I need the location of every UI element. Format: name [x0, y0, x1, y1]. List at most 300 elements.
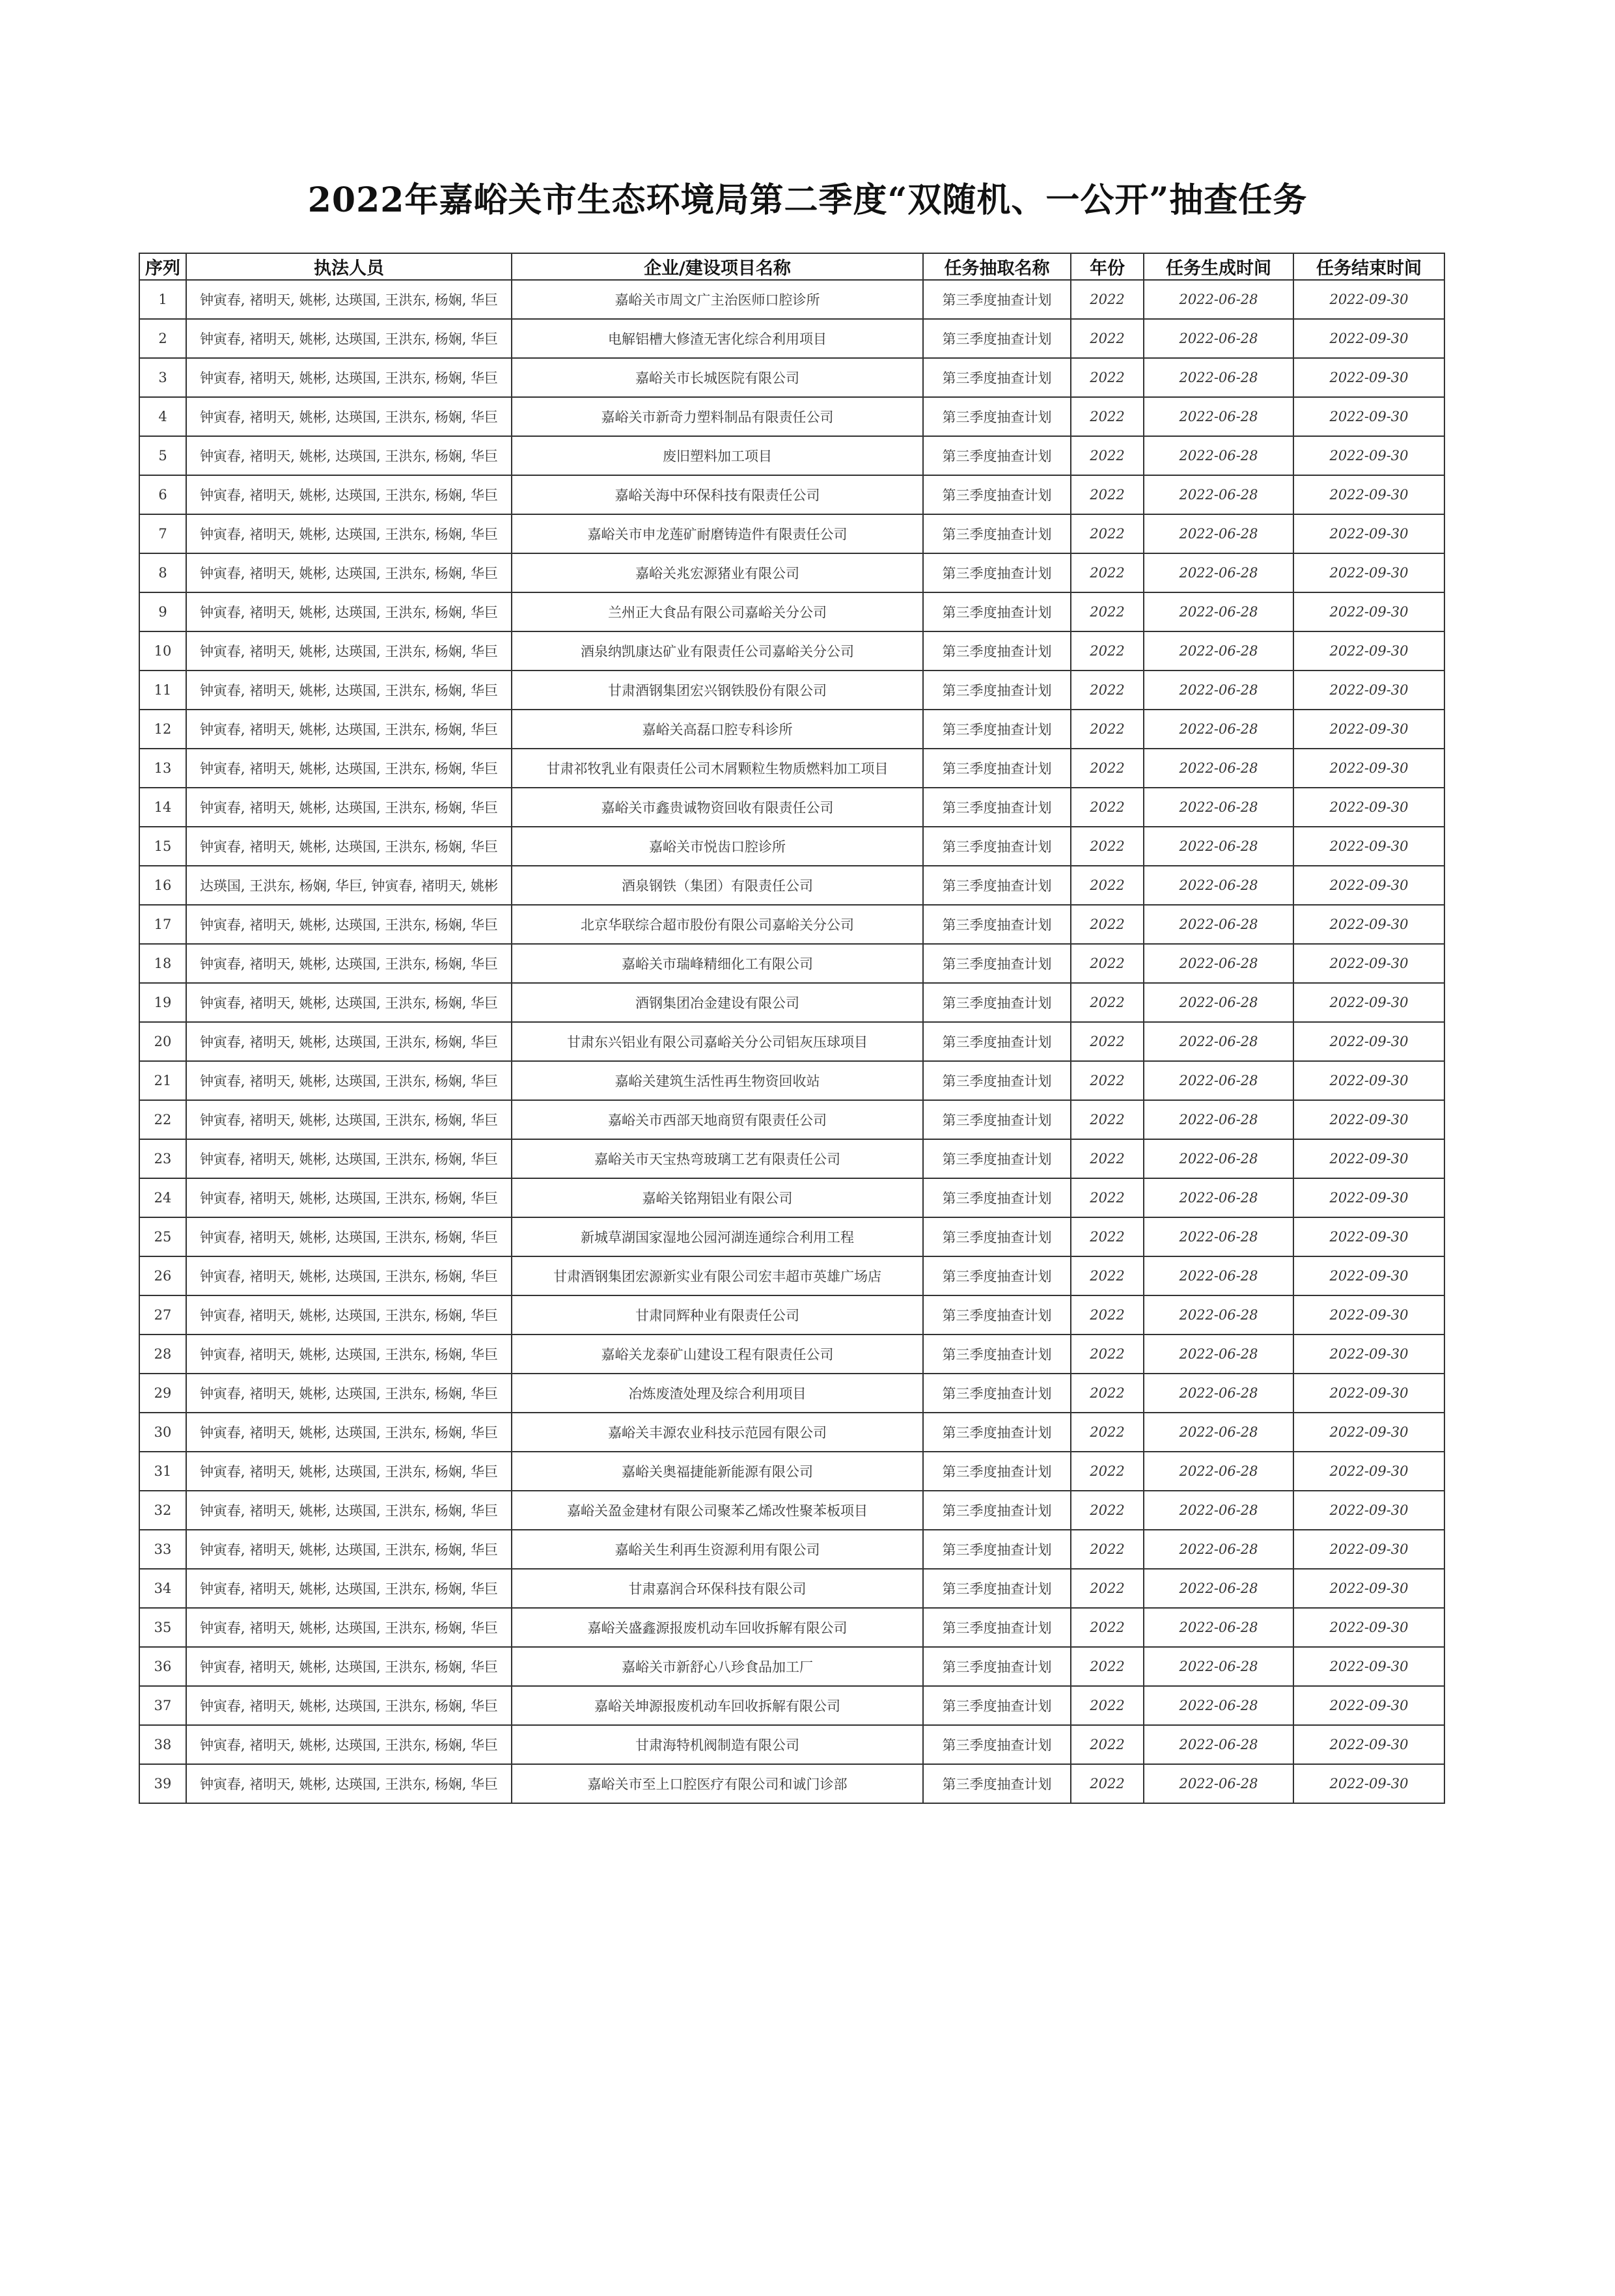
cell-task-name: 第三季度抽查计划 [923, 514, 1071, 553]
cell-staff: 钟寅春, 褚明天, 姚彬, 达瑛国, 王洪东, 杨娴, 华巨 [186, 1178, 512, 1217]
cell-task-name: 第三季度抽查计划 [923, 1139, 1071, 1178]
cell-staff: 钟寅春, 褚明天, 姚彬, 达瑛国, 王洪东, 杨娴, 华巨 [186, 905, 512, 944]
table-row [139, 1178, 1444, 1217]
cell-staff: 钟寅春, 褚明天, 姚彬, 达瑛国, 王洪东, 杨娴, 华巨 [186, 1139, 512, 1178]
cell-seq: 27 [139, 1295, 186, 1335]
table-row [139, 1139, 1444, 1178]
cell-seq: 34 [139, 1569, 186, 1608]
cell-end-date: 2022-09-30 [1293, 397, 1444, 436]
cell-generated-date: 2022-06-28 [1144, 1764, 1293, 1803]
cell-year: 2022 [1071, 1647, 1144, 1686]
cell-seq: 7 [139, 514, 186, 553]
cell-seq: 38 [139, 1725, 186, 1764]
cell-end-date: 2022-09-30 [1293, 749, 1444, 788]
cell-year: 2022 [1071, 397, 1144, 436]
cell-year: 2022 [1071, 1178, 1144, 1217]
cell-year: 2022 [1071, 671, 1144, 710]
table-row [139, 397, 1444, 436]
cell-year: 2022 [1071, 1256, 1144, 1295]
cell-end-date: 2022-09-30 [1293, 827, 1444, 866]
cell-staff: 钟寅春, 褚明天, 姚彬, 达瑛国, 王洪东, 杨娴, 华巨 [186, 1061, 512, 1100]
cell-generated-date: 2022-06-28 [1144, 1569, 1293, 1608]
cell-task-name: 第三季度抽查计划 [923, 1647, 1071, 1686]
table-row [139, 827, 1444, 866]
cell-generated-date: 2022-06-28 [1144, 1139, 1293, 1178]
cell-seq: 22 [139, 1100, 186, 1139]
cell-seq: 5 [139, 436, 186, 475]
cell-end-date: 2022-09-30 [1293, 1178, 1444, 1217]
cell-staff: 钟寅春, 褚明天, 姚彬, 达瑛国, 王洪东, 杨娴, 华巨 [186, 631, 512, 671]
cell-year: 2022 [1071, 280, 1144, 319]
cell-generated-date: 2022-06-28 [1144, 436, 1293, 475]
table-row [139, 710, 1444, 749]
table-row [139, 866, 1444, 905]
table-row [139, 983, 1444, 1022]
cell-task-name: 第三季度抽查计划 [923, 1725, 1071, 1764]
cell-seq: 14 [139, 788, 186, 827]
cell-enterprise: 嘉峪关市申龙莲矿耐磨铸造件有限责任公司 [512, 514, 923, 553]
cell-enterprise: 嘉峪关盛鑫源报废机动车回收拆解有限公司 [512, 1608, 923, 1647]
cell-year: 2022 [1071, 358, 1144, 397]
cell-enterprise: 嘉峪关盈金建材有限公司聚苯乙烯改性聚苯板项目 [512, 1491, 923, 1530]
cell-enterprise: 嘉峪关生利再生资源利用有限公司 [512, 1530, 923, 1569]
cell-enterprise: 嘉峪关市至上口腔医疗有限公司和诚门诊部 [512, 1764, 923, 1803]
table-row [139, 1295, 1444, 1335]
cell-generated-date: 2022-06-28 [1144, 983, 1293, 1022]
cell-end-date: 2022-09-30 [1293, 1217, 1444, 1256]
cell-staff: 钟寅春, 褚明天, 姚彬, 达瑛国, 王洪东, 杨娴, 华巨 [186, 1608, 512, 1647]
cell-enterprise: 兰州正大食品有限公司嘉峪关分公司 [512, 592, 923, 631]
cell-generated-date: 2022-06-28 [1144, 1452, 1293, 1491]
cell-task-name: 第三季度抽查计划 [923, 553, 1071, 592]
cell-enterprise: 嘉峪关市长城医院有限公司 [512, 358, 923, 397]
cell-enterprise: 酒钢集团冶金建设有限公司 [512, 983, 923, 1022]
cell-enterprise: 甘肃嘉润合环保科技有限公司 [512, 1569, 923, 1608]
table-row [139, 514, 1444, 553]
cell-staff: 钟寅春, 褚明天, 姚彬, 达瑛国, 王洪东, 杨娴, 华巨 [186, 1569, 512, 1608]
cell-task-name: 第三季度抽查计划 [923, 1764, 1071, 1803]
cell-enterprise: 嘉峪关铭翔铝业有限公司 [512, 1178, 923, 1217]
cell-enterprise: 甘肃东兴铝业有限公司嘉峪关分公司铝灰压球项目 [512, 1022, 923, 1061]
cell-staff: 钟寅春, 褚明天, 姚彬, 达瑛国, 王洪东, 杨娴, 华巨 [186, 983, 512, 1022]
table-row [139, 1100, 1444, 1139]
cell-staff: 钟寅春, 褚明天, 姚彬, 达瑛国, 王洪东, 杨娴, 华巨 [186, 358, 512, 397]
cell-seq: 12 [139, 710, 186, 749]
cell-seq: 30 [139, 1413, 186, 1452]
header-ended: 任务结束时间 [1293, 253, 1444, 280]
cell-staff: 钟寅春, 褚明天, 姚彬, 达瑛国, 王洪东, 杨娴, 华巨 [186, 944, 512, 983]
cell-generated-date: 2022-06-28 [1144, 397, 1293, 436]
cell-enterprise: 嘉峪关市悦齿口腔诊所 [512, 827, 923, 866]
table-row [139, 905, 1444, 944]
cell-task-name: 第三季度抽查计划 [923, 827, 1071, 866]
cell-generated-date: 2022-06-28 [1144, 1686, 1293, 1725]
cell-enterprise: 嘉峪关丰源农业科技示范园有限公司 [512, 1413, 923, 1452]
cell-generated-date: 2022-06-28 [1144, 475, 1293, 514]
cell-staff: 钟寅春, 褚明天, 姚彬, 达瑛国, 王洪东, 杨娴, 华巨 [186, 1491, 512, 1530]
cell-year: 2022 [1071, 983, 1144, 1022]
cell-task-name: 第三季度抽查计划 [923, 1256, 1071, 1295]
cell-seq: 29 [139, 1374, 186, 1413]
cell-year: 2022 [1071, 905, 1144, 944]
cell-year: 2022 [1071, 1764, 1144, 1803]
inspection-task-table [139, 253, 1445, 1804]
cell-staff: 钟寅春, 褚明天, 姚彬, 达瑛国, 王洪东, 杨娴, 华巨 [186, 319, 512, 358]
cell-end-date: 2022-09-30 [1293, 944, 1444, 983]
cell-end-date: 2022-09-30 [1293, 1764, 1444, 1803]
table-row [139, 1725, 1444, 1764]
cell-generated-date: 2022-06-28 [1144, 553, 1293, 592]
cell-generated-date: 2022-06-28 [1144, 710, 1293, 749]
cell-end-date: 2022-09-30 [1293, 319, 1444, 358]
cell-year: 2022 [1071, 514, 1144, 553]
table-row [139, 358, 1444, 397]
table-row [139, 1530, 1444, 1569]
cell-task-name: 第三季度抽查计划 [923, 358, 1071, 397]
cell-staff: 钟寅春, 褚明天, 姚彬, 达瑛国, 王洪东, 杨娴, 华巨 [186, 592, 512, 631]
table-row [139, 1608, 1444, 1647]
cell-year: 2022 [1071, 553, 1144, 592]
cell-enterprise: 甘肃同辉种业有限责任公司 [512, 1295, 923, 1335]
cell-year: 2022 [1071, 436, 1144, 475]
cell-end-date: 2022-09-30 [1293, 1295, 1444, 1335]
cell-enterprise: 嘉峪关海中环保科技有限责任公司 [512, 475, 923, 514]
cell-seq: 37 [139, 1686, 186, 1725]
cell-seq: 19 [139, 983, 186, 1022]
cell-year: 2022 [1071, 1374, 1144, 1413]
cell-staff: 钟寅春, 褚明天, 姚彬, 达瑛国, 王洪东, 杨娴, 华巨 [186, 397, 512, 436]
table-row [139, 1491, 1444, 1530]
cell-seq: 32 [139, 1491, 186, 1530]
cell-end-date: 2022-09-30 [1293, 1647, 1444, 1686]
table-header-row [139, 253, 1444, 280]
cell-year: 2022 [1071, 1608, 1144, 1647]
cell-year: 2022 [1071, 475, 1144, 514]
cell-task-name: 第三季度抽查计划 [923, 1100, 1071, 1139]
cell-enterprise: 废旧塑料加工项目 [512, 436, 923, 475]
cell-year: 2022 [1071, 1686, 1144, 1725]
cell-staff: 钟寅春, 褚明天, 姚彬, 达瑛国, 王洪东, 杨娴, 华巨 [186, 553, 512, 592]
cell-seq: 8 [139, 553, 186, 592]
cell-staff: 钟寅春, 褚明天, 姚彬, 达瑛国, 王洪东, 杨娴, 华巨 [186, 1764, 512, 1803]
cell-staff: 钟寅春, 褚明天, 姚彬, 达瑛国, 王洪东, 杨娴, 华巨 [186, 710, 512, 749]
cell-year: 2022 [1071, 1452, 1144, 1491]
cell-staff: 钟寅春, 褚明天, 姚彬, 达瑛国, 王洪东, 杨娴, 华巨 [186, 827, 512, 866]
table-row [139, 788, 1444, 827]
cell-staff: 钟寅春, 褚明天, 姚彬, 达瑛国, 王洪东, 杨娴, 华巨 [186, 1530, 512, 1569]
cell-year: 2022 [1071, 1413, 1144, 1452]
cell-staff: 钟寅春, 褚明天, 姚彬, 达瑛国, 王洪东, 杨娴, 华巨 [186, 1335, 512, 1374]
cell-generated-date: 2022-06-28 [1144, 827, 1293, 866]
cell-enterprise: 嘉峪关建筑生活性再生物资回收站 [512, 1061, 923, 1100]
cell-year: 2022 [1071, 1725, 1144, 1764]
cell-year: 2022 [1071, 319, 1144, 358]
cell-generated-date: 2022-06-28 [1144, 358, 1293, 397]
cell-staff: 钟寅春, 褚明天, 姚彬, 达瑛国, 王洪东, 杨娴, 华巨 [186, 1686, 512, 1725]
cell-generated-date: 2022-06-28 [1144, 944, 1293, 983]
cell-enterprise: 嘉峪关奥福捷能新能源有限公司 [512, 1452, 923, 1491]
cell-generated-date: 2022-06-28 [1144, 1256, 1293, 1295]
cell-year: 2022 [1071, 631, 1144, 671]
cell-end-date: 2022-09-30 [1293, 1452, 1444, 1491]
cell-end-date: 2022-09-30 [1293, 1569, 1444, 1608]
cell-generated-date: 2022-06-28 [1144, 1022, 1293, 1061]
cell-task-name: 第三季度抽查计划 [923, 397, 1071, 436]
cell-staff: 钟寅春, 褚明天, 姚彬, 达瑛国, 王洪东, 杨娴, 华巨 [186, 1647, 512, 1686]
cell-staff: 钟寅春, 褚明天, 姚彬, 达瑛国, 王洪东, 杨娴, 华巨 [186, 788, 512, 827]
cell-task-name: 第三季度抽查计划 [923, 983, 1071, 1022]
cell-enterprise: 嘉峪关市天宝热弯玻璃工艺有限责任公司 [512, 1139, 923, 1178]
cell-seq: 36 [139, 1647, 186, 1686]
cell-staff: 钟寅春, 褚明天, 姚彬, 达瑛国, 王洪东, 杨娴, 华巨 [186, 1725, 512, 1764]
table-row [139, 1256, 1444, 1295]
table-row [139, 749, 1444, 788]
cell-task-name: 第三季度抽查计划 [923, 1335, 1071, 1374]
cell-staff: 钟寅春, 褚明天, 姚彬, 达瑛国, 王洪东, 杨娴, 华巨 [186, 1256, 512, 1295]
cell-enterprise: 电解铝槽大修渣无害化综合利用项目 [512, 319, 923, 358]
document-title: 2022年嘉峪关市生态环境局第二季度“双随机、一公开”抽查任务 [307, 180, 1308, 220]
table-row [139, 631, 1444, 671]
cell-seq: 23 [139, 1139, 186, 1178]
cell-task-name: 第三季度抽查计划 [923, 280, 1071, 319]
cell-task-name: 第三季度抽查计划 [923, 1374, 1071, 1413]
cell-year: 2022 [1071, 1530, 1144, 1569]
cell-task-name: 第三季度抽查计划 [923, 319, 1071, 358]
cell-enterprise: 嘉峪关市瑞峰精细化工有限公司 [512, 944, 923, 983]
cell-task-name: 第三季度抽查计划 [923, 1608, 1071, 1647]
cell-task-name: 第三季度抽查计划 [923, 1491, 1071, 1530]
cell-seq: 20 [139, 1022, 186, 1061]
cell-seq: 2 [139, 319, 186, 358]
cell-year: 2022 [1071, 944, 1144, 983]
cell-task-name: 第三季度抽查计划 [923, 631, 1071, 671]
cell-end-date: 2022-09-30 [1293, 1686, 1444, 1725]
cell-staff: 钟寅春, 褚明天, 姚彬, 达瑛国, 王洪东, 杨娴, 华巨 [186, 749, 512, 788]
cell-enterprise: 嘉峪关市西部天地商贸有限责任公司 [512, 1100, 923, 1139]
cell-generated-date: 2022-06-28 [1144, 1530, 1293, 1569]
cell-task-name: 第三季度抽查计划 [923, 1452, 1071, 1491]
cell-enterprise: 甘肃酒钢集团宏兴钢铁股份有限公司 [512, 671, 923, 710]
cell-task-name: 第三季度抽查计划 [923, 866, 1071, 905]
cell-end-date: 2022-09-30 [1293, 1413, 1444, 1452]
cell-end-date: 2022-09-30 [1293, 866, 1444, 905]
cell-seq: 13 [139, 749, 186, 788]
table-row [139, 1022, 1444, 1061]
cell-generated-date: 2022-06-28 [1144, 1491, 1293, 1530]
cell-generated-date: 2022-06-28 [1144, 671, 1293, 710]
table-row [139, 592, 1444, 631]
cell-end-date: 2022-09-30 [1293, 1491, 1444, 1530]
table-row [139, 944, 1444, 983]
cell-end-date: 2022-09-30 [1293, 1022, 1444, 1061]
cell-seq: 15 [139, 827, 186, 866]
cell-staff: 钟寅春, 褚明天, 姚彬, 达瑛国, 王洪东, 杨娴, 华巨 [186, 436, 512, 475]
cell-staff: 钟寅春, 褚明天, 姚彬, 达瑛国, 王洪东, 杨娴, 华巨 [186, 1374, 512, 1413]
cell-task-name: 第三季度抽查计划 [923, 1178, 1071, 1217]
cell-seq: 25 [139, 1217, 186, 1256]
cell-generated-date: 2022-06-28 [1144, 1335, 1293, 1374]
cell-enterprise: 嘉峪关市新舒心八珍食品加工厂 [512, 1647, 923, 1686]
cell-task-name: 第三季度抽查计划 [923, 788, 1071, 827]
cell-staff: 钟寅春, 褚明天, 姚彬, 达瑛国, 王洪东, 杨娴, 华巨 [186, 671, 512, 710]
cell-staff: 钟寅春, 褚明天, 姚彬, 达瑛国, 王洪东, 杨娴, 华巨 [186, 1217, 512, 1256]
cell-end-date: 2022-09-30 [1293, 1100, 1444, 1139]
cell-task-name: 第三季度抽查计划 [923, 1530, 1071, 1569]
cell-task-name: 第三季度抽查计划 [923, 944, 1071, 983]
cell-end-date: 2022-09-30 [1293, 983, 1444, 1022]
cell-task-name: 第三季度抽查计划 [923, 1686, 1071, 1725]
cell-enterprise: 嘉峪关高磊口腔专科诊所 [512, 710, 923, 749]
cell-enterprise: 嘉峪关市鑫贵诚物资回收有限责任公司 [512, 788, 923, 827]
cell-generated-date: 2022-06-28 [1144, 1061, 1293, 1100]
cell-year: 2022 [1071, 866, 1144, 905]
cell-enterprise: 北京华联综合超市股份有限公司嘉峪关分公司 [512, 905, 923, 944]
cell-year: 2022 [1071, 710, 1144, 749]
cell-year: 2022 [1071, 1335, 1144, 1374]
cell-enterprise: 嘉峪关兆宏源猪业有限公司 [512, 553, 923, 592]
cell-task-name: 第三季度抽查计划 [923, 1217, 1071, 1256]
cell-enterprise: 甘肃海特机阀制造有限公司 [512, 1725, 923, 1764]
cell-end-date: 2022-09-30 [1293, 1530, 1444, 1569]
cell-task-name: 第三季度抽查计划 [923, 1413, 1071, 1452]
cell-staff: 钟寅春, 褚明天, 姚彬, 达瑛国, 王洪东, 杨娴, 华巨 [186, 514, 512, 553]
table-row [139, 553, 1444, 592]
cell-year: 2022 [1071, 1061, 1144, 1100]
cell-year: 2022 [1071, 1139, 1144, 1178]
cell-enterprise: 冶炼废渣处理及综合利用项目 [512, 1374, 923, 1413]
cell-task-name: 第三季度抽查计划 [923, 905, 1071, 944]
cell-generated-date: 2022-06-28 [1144, 1413, 1293, 1452]
cell-generated-date: 2022-06-28 [1144, 905, 1293, 944]
cell-generated-date: 2022-06-28 [1144, 1178, 1293, 1217]
cell-task-name: 第三季度抽查计划 [923, 1061, 1071, 1100]
cell-seq: 1 [139, 280, 186, 319]
cell-staff: 钟寅春, 褚明天, 姚彬, 达瑛国, 王洪东, 杨娴, 华巨 [186, 1100, 512, 1139]
cell-enterprise: 嘉峪关龙泰矿山建设工程有限责任公司 [512, 1335, 923, 1374]
table-row [139, 1374, 1444, 1413]
cell-enterprise: 甘肃酒钢集团宏源新实业有限公司宏丰超市英雄广场店 [512, 1256, 923, 1295]
header-generated: 任务生成时间 [1144, 253, 1293, 280]
cell-seq: 4 [139, 397, 186, 436]
cell-task-name: 第三季度抽查计划 [923, 1022, 1071, 1061]
cell-seq: 9 [139, 592, 186, 631]
table-row [139, 1061, 1444, 1100]
cell-generated-date: 2022-06-28 [1144, 514, 1293, 553]
cell-generated-date: 2022-06-28 [1144, 1647, 1293, 1686]
header-enterprise: 企业/建设项目名称 [512, 253, 923, 280]
cell-end-date: 2022-09-30 [1293, 592, 1444, 631]
cell-staff: 钟寅春, 褚明天, 姚彬, 达瑛国, 王洪东, 杨娴, 华巨 [186, 1413, 512, 1452]
table-row [139, 1569, 1444, 1608]
table-row [139, 1452, 1444, 1491]
cell-seq: 31 [139, 1452, 186, 1491]
cell-seq: 10 [139, 631, 186, 671]
table-row [139, 319, 1444, 358]
header-task: 任务抽取名称 [923, 253, 1071, 280]
cell-year: 2022 [1071, 1022, 1144, 1061]
table-row [139, 280, 1444, 319]
cell-seq: 11 [139, 671, 186, 710]
cell-year: 2022 [1071, 749, 1144, 788]
table-row [139, 475, 1444, 514]
cell-task-name: 第三季度抽查计划 [923, 475, 1071, 514]
cell-end-date: 2022-09-30 [1293, 671, 1444, 710]
cell-staff: 钟寅春, 褚明天, 姚彬, 达瑛国, 王洪东, 杨娴, 华巨 [186, 280, 512, 319]
cell-end-date: 2022-09-30 [1293, 1608, 1444, 1647]
cell-generated-date: 2022-06-28 [1144, 749, 1293, 788]
cell-task-name: 第三季度抽查计划 [923, 749, 1071, 788]
cell-end-date: 2022-09-30 [1293, 905, 1444, 944]
cell-staff: 钟寅春, 褚明天, 姚彬, 达瑛国, 王洪东, 杨娴, 华巨 [186, 1295, 512, 1335]
table-body [139, 280, 1444, 1803]
cell-staff: 钟寅春, 褚明天, 姚彬, 达瑛国, 王洪东, 杨娴, 华巨 [186, 1452, 512, 1491]
cell-seq: 6 [139, 475, 186, 514]
table-row [139, 436, 1444, 475]
cell-generated-date: 2022-06-28 [1144, 1217, 1293, 1256]
cell-task-name: 第三季度抽查计划 [923, 592, 1071, 631]
cell-enterprise: 酒泉钢铁（集团）有限责任公司 [512, 866, 923, 905]
cell-enterprise: 嘉峪关坤源报废机动车回收拆解有限公司 [512, 1686, 923, 1725]
cell-seq: 3 [139, 358, 186, 397]
cell-end-date: 2022-09-30 [1293, 788, 1444, 827]
cell-year: 2022 [1071, 827, 1144, 866]
cell-generated-date: 2022-06-28 [1144, 1100, 1293, 1139]
cell-end-date: 2022-09-30 [1293, 631, 1444, 671]
cell-end-date: 2022-09-30 [1293, 1335, 1444, 1374]
cell-seq: 21 [139, 1061, 186, 1100]
cell-seq: 24 [139, 1178, 186, 1217]
header-staff: 执法人员 [186, 253, 512, 280]
cell-end-date: 2022-09-30 [1293, 1061, 1444, 1100]
cell-end-date: 2022-09-30 [1293, 1139, 1444, 1178]
cell-staff: 钟寅春, 褚明天, 姚彬, 达瑛国, 王洪东, 杨娴, 华巨 [186, 1022, 512, 1061]
cell-generated-date: 2022-06-28 [1144, 1295, 1293, 1335]
cell-year: 2022 [1071, 788, 1144, 827]
cell-task-name: 第三季度抽查计划 [923, 1569, 1071, 1608]
cell-task-name: 第三季度抽查计划 [923, 1295, 1071, 1335]
table-row [139, 1764, 1444, 1803]
cell-enterprise: 酒泉纳凯康达矿业有限责任公司嘉峪关分公司 [512, 631, 923, 671]
cell-enterprise: 嘉峪关市新奇力塑料制品有限责任公司 [512, 397, 923, 436]
cell-year: 2022 [1071, 1100, 1144, 1139]
cell-year: 2022 [1071, 1569, 1144, 1608]
cell-seq: 35 [139, 1608, 186, 1647]
cell-end-date: 2022-09-30 [1293, 710, 1444, 749]
table-row [139, 1647, 1444, 1686]
cell-year: 2022 [1071, 1491, 1144, 1530]
cell-end-date: 2022-09-30 [1293, 1256, 1444, 1295]
cell-task-name: 第三季度抽查计划 [923, 436, 1071, 475]
cell-staff: 钟寅春, 褚明天, 姚彬, 达瑛国, 王洪东, 杨娴, 华巨 [186, 475, 512, 514]
cell-seq: 39 [139, 1764, 186, 1803]
cell-task-name: 第三季度抽查计划 [923, 710, 1071, 749]
table-row [139, 1335, 1444, 1374]
cell-end-date: 2022-09-30 [1293, 475, 1444, 514]
cell-generated-date: 2022-06-28 [1144, 1725, 1293, 1764]
cell-seq: 18 [139, 944, 186, 983]
cell-enterprise: 甘肃祁牧乳业有限责任公司木屑颗粒生物质燃料加工项目 [512, 749, 923, 788]
cell-generated-date: 2022-06-28 [1144, 280, 1293, 319]
table-row [139, 1217, 1444, 1256]
cell-seq: 33 [139, 1530, 186, 1569]
cell-enterprise: 新城草湖国家湿地公园河湖连通综合利用工程 [512, 1217, 923, 1256]
cell-generated-date: 2022-06-28 [1144, 1608, 1293, 1647]
cell-seq: 28 [139, 1335, 186, 1374]
cell-generated-date: 2022-06-28 [1144, 319, 1293, 358]
cell-year: 2022 [1071, 1295, 1144, 1335]
cell-generated-date: 2022-06-28 [1144, 866, 1293, 905]
cell-generated-date: 2022-06-28 [1144, 788, 1293, 827]
